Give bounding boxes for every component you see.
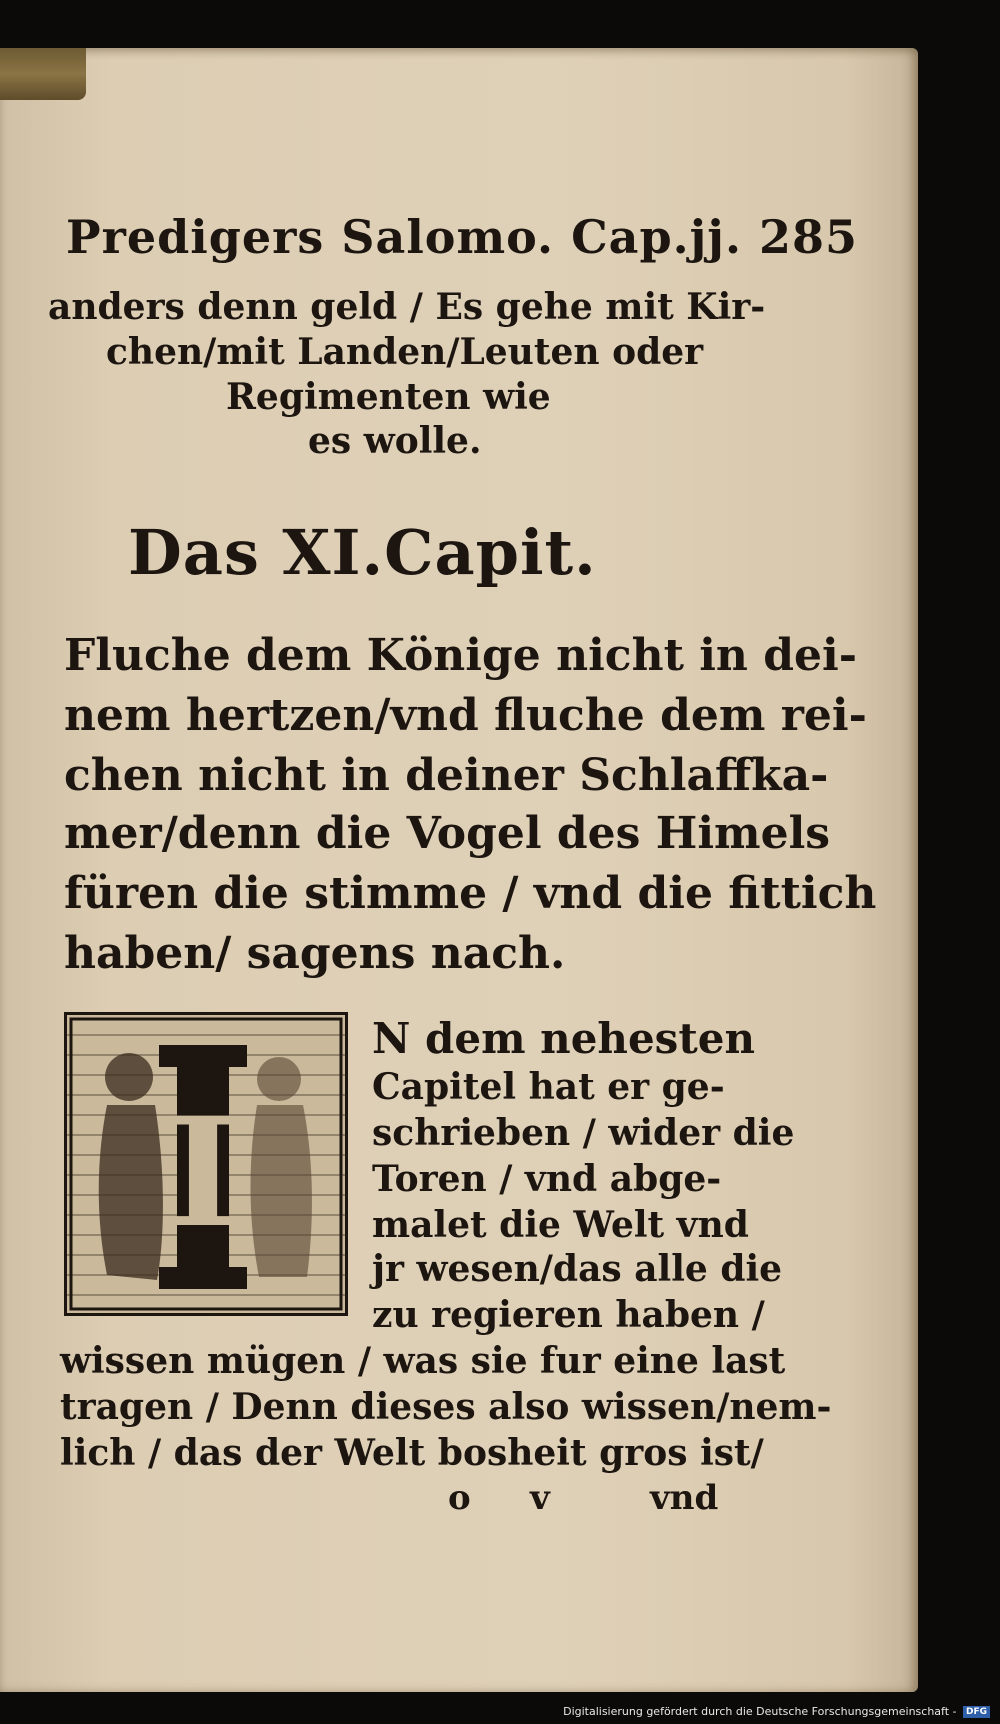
summary-line: Regimenten wie [226,376,551,418]
body-line: schrieben / wider die [372,1112,795,1154]
summary-line: es wolle. [308,420,482,462]
body-line: lich / das der Welt bosheit gros ist/ [60,1432,764,1474]
digitization-footer [0,1705,990,1718]
verse-line: chen nicht in deiner Schlaffka- [64,750,829,801]
dfg-logo-icon: DFG [963,1706,990,1718]
book-page [0,48,918,1692]
verse-line: Fluche dem Könige nicht in dei- [64,630,857,681]
body-line: zu regieren haben / [372,1294,765,1336]
body-line: wissen mügen / was sie fur eine last [60,1340,786,1382]
binding-edge [0,48,86,100]
summary-line: anders denn geld / Es gehe mit Kir- [48,286,766,328]
verse-line: füren die stimme / vnd die fittich [64,868,877,919]
signature-mark: o [448,1478,471,1518]
body-line: tragen / Denn dieses also wissen/nem- [60,1386,832,1428]
body-line: jr wesen/das alle die [372,1248,783,1290]
chapter-heading: Das XI.Capit. [128,516,597,589]
body-line: malet die Welt vnd [372,1204,749,1246]
woodcut-initial [64,1012,348,1316]
footer-text: Digitalisierung gefördert durch die Deutsche Forschungsgemeinschaft - [563,1705,957,1718]
catchword: vnd [650,1478,719,1518]
body-line: Toren / vnd abge- [372,1158,722,1200]
summary-line: chen/mit Landen/Leuten oder [106,331,704,373]
verse-line: haben/ sagens nach. [64,928,566,979]
verse-line: mer/denn die Vogel des Himels [64,808,831,859]
woodcut-illustration [67,1015,345,1313]
body-line: N dem nehesten [372,1014,755,1063]
verse-line: nem hertzen/vnd fluche dem rei- [64,690,867,741]
body-line: Capitel hat er ge- [372,1066,725,1108]
running-header: Predigers Salomo. Cap.jj. 285 [66,210,858,264]
signature-mark: v [530,1478,550,1518]
initial-letter: I [167,1085,239,1261]
